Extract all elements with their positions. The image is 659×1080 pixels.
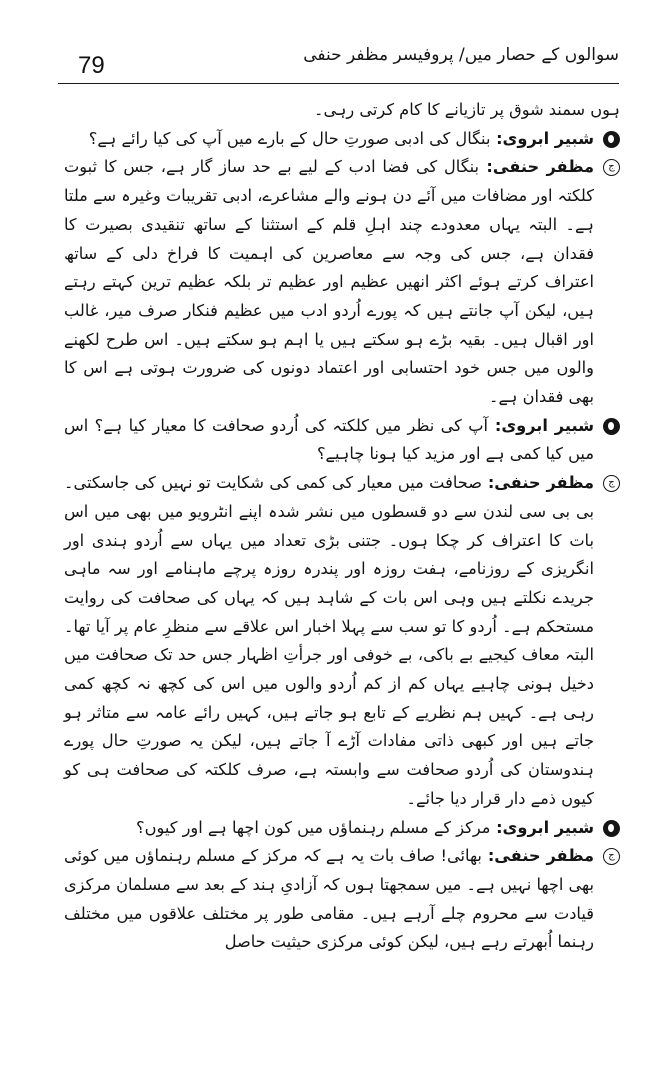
answer-bullet-icon: ج	[603, 848, 620, 865]
speaker-label: شبیر ابروی:	[490, 128, 594, 148]
continuation-paragraph	[64, 96, 620, 125]
answer-paragraph	[64, 842, 620, 957]
page-header	[58, 40, 619, 84]
answer-paragraph	[64, 469, 620, 813]
question-paragraph	[64, 814, 620, 843]
question-bullet-icon	[603, 418, 620, 435]
answer-text: صحافت میں معیار کی کمی کی شکایت تو نہیں کی جاسکتی۔ بی بی سی لندن سے دو قسطوں میں نشر شدہ اپنے انٹرویو میں بھی میں اس بات کا اعتراف کر چکا ہوں۔ جتنی بڑی تعداد میں یہاں سے اُردو ہندی اور انگریزی کے روزنامے، ہفت روزہ اور پندرہ روزہ پرچے ماہنامے اور سہ ماہی جریدے نکلتے ہیں وہی اس بات کے شاہد ہیں کہ یہاں کی صحافت کی روایت مستحکم ہے۔ اُردو کا تو سب سے پہلا اخبار اس علاقے سے منظرِ عام پر آیا تھا۔ البتہ معاف کیجیے بے باکی، بے خوفی اور جرأتِ اظہار جس حد تک صحافت میں دخیل ہونی چاہیے یہاں کم از کم اُردو والوں میں اس کی کچھ نہ کچھ کمی رہی ہے۔ کہیں ہم نظریے کے تابع ہو جاتے ہیں، کہیں رائے عامہ سے متاثر ہو جاتے ہیں اور کبھی ذاتی مفادات آڑے آ جاتے ہیں، لیکن یہ صورتِ حال پورے ہندوستان کی اُردو صحافت سے وابستہ ہے، صرف کلکتہ کی صحافت ہی کو کیوں ذمے دار قرار دیا جائے۔	[64, 473, 594, 808]
answer-bullet-icon: ج	[603, 475, 620, 492]
speaker-label: مظفر حنفی:	[481, 473, 594, 493]
question-text: مرکز کے مسلم رہنماؤں میں کون اچھا ہے اور کیوں؟	[136, 817, 491, 837]
speaker-label: شبیر ابروی:	[487, 415, 594, 435]
page-number: 79	[78, 52, 105, 79]
question-bullet-icon	[603, 131, 620, 148]
paragraph-text: ہوں سمند شوق پر تازیانے کا کام کرتی رہی۔	[313, 100, 620, 119]
speaker-label: مظفر حنفی:	[479, 157, 594, 177]
answer-text: بھائی! صاف بات یہ ہے کہ مرکز کے مسلم رہنماؤں میں کوئی بھی اچھا نہیں ہے۔ میں سمجھتا ہوں کہ آزادیِ ہند کے بعد سے مسلمان مرکزی قیادت سے محروم چلے آرہے ہیں۔ مقامی طور پر مختلف علاقوں میں مختلف رہنما اُبھرتے رہے ہیں، لیکن کوئی مرکزی حیثیت حاصل	[64, 846, 594, 952]
interview-text	[64, 96, 620, 957]
question-paragraph	[64, 412, 620, 469]
answer-paragraph	[64, 153, 620, 411]
speaker-label: شبیر ابروی:	[490, 817, 594, 837]
answer-text: بنگال کی فضا ادب کے لیے بے حد ساز گار ہے، جس کا ثبوت کلکتہ اور مضافات میں آئے دن ہونے والے مشاعرے، ادبی تقریبات وغیرہ سے ملتا ہے۔ البتہ یہاں معدودے چند اہلِ قلم کے استثنا کے ساتھ تنقیدی بصیرت کا فقدان ہے، جس کی وجہ سے معاصرین کی اہمیت کا فراخ دلی کے ساتھ اعتراف کرتے ہوئے اکثر انھیں عظیم اور عظیم تر بلکہ عظیم ترین کہتے رہتے ہیں، لیکن آپ جانتے ہیں کہ پورے اُردو ادب میں عظیم فنکار صرف میر، غالب اور اقبال ہیں۔ بقیہ بڑے ہو سکتے ہیں یا اہم ہو سکتے ہیں۔ اس طرح لکھنے والوں میں جس خود احتسابی اور اعتماد دونوں کی ضرورت ہوتی ہے اس کا بھی فقدان ہے۔	[64, 157, 594, 407]
running-title: سوالوں کے حصار میں/ پروفیسر مظفر حنفی	[303, 45, 619, 65]
header-rule	[58, 83, 619, 84]
answer-bullet-icon: ج	[603, 159, 620, 176]
question-paragraph	[64, 125, 620, 154]
question-bullet-icon	[603, 820, 620, 837]
question-text: بنگال کی ادبی صورتِ حال کے بارے میں آپ کی کیا رائے ہے؟	[88, 128, 491, 148]
question-text: آپ کی نظر میں کلکتہ کی اُردو صحافت کا معیار کیا ہے؟ اس میں کیا کمی ہے اور مزید کیا ہونا چاہیے؟	[64, 415, 594, 464]
speaker-label: مظفر حنفی:	[481, 846, 594, 866]
